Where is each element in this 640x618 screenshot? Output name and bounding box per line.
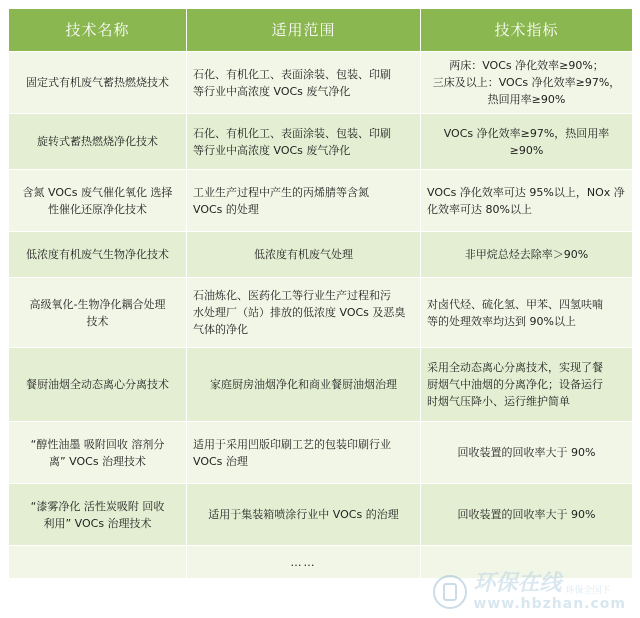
cell-name-line: 性催化还原净化技术: [48, 202, 147, 216]
cell-scope: [187, 348, 421, 422]
cell-spec-line: 回收装置的回收率大于 90%: [457, 508, 596, 521]
cell-spec-line: 时烟气压降小、运行维护简单: [427, 395, 570, 408]
cell-scope-line: 家庭厨房油烟净化和商业餐厨油烟治理: [210, 378, 397, 391]
cell-spec: [421, 170, 633, 232]
header-spec: 技术指标: [421, 9, 633, 52]
cell-spec-line: 采用全动态离心分离技术，实现了餐: [427, 361, 603, 374]
cell-name-line: 利用” VOCs 治理技术: [43, 516, 152, 530]
header-scope: 适用范围: [187, 9, 421, 52]
cell-scope-line: 等行业中高浓度 VOCs 废气净化: [193, 84, 351, 98]
cell-spec-line: 回收装置的回收率大于 90%: [457, 446, 596, 459]
cell-spec: [421, 52, 633, 114]
table-row: [9, 484, 633, 546]
ellipsis-cell: [421, 546, 633, 579]
cell-spec: [421, 114, 633, 170]
cell-name-line: 旋转式蓄热燃烧净化技术: [37, 135, 158, 148]
table-row: [9, 52, 633, 114]
cell-name: [9, 170, 187, 232]
cell-name: [9, 278, 187, 348]
cell-scope-line: 低浓度有机废气处理: [254, 248, 353, 261]
cell-spec-line: 热回用率≥90%: [487, 93, 566, 106]
cell-name-line: 低浓度有机废气生物净化技术: [26, 248, 169, 261]
cell-spec: [421, 422, 633, 484]
cell-scope-line: 石化、有机化工、表面涂装、包装、印刷: [193, 126, 391, 140]
cell-scope: [187, 278, 421, 348]
cell-spec-line: 对卤代烃、硫化氢、甲苯、四氢呋喃: [427, 297, 603, 311]
cell-name-line: 离” VOCs 治理技术: [48, 454, 147, 468]
table-row: [9, 422, 633, 484]
cell-scope-line: 工业生产过程中产生的丙烯腈等含氮: [193, 185, 369, 199]
watermark-brand: 环保在线: [473, 571, 562, 597]
cell-spec-line: 等的处理效率均达到 90%以上: [427, 314, 576, 328]
cell-name-line: 高级氧化-生物净化耦合处理: [29, 297, 166, 311]
cell-scope: [187, 422, 421, 484]
cell-spec-line: 两床：VOCs 净化效率≥90%；: [449, 59, 604, 72]
cell-scope-line: 适用于采用凹版印刷工艺的包装印刷行业: [193, 437, 391, 451]
cell-scope-line: 等行业中高浓度 VOCs 废气净化: [193, 143, 351, 157]
cell-name: [9, 348, 187, 422]
cell-scope-line: 石化、有机化工、表面涂装、包装、印刷: [193, 67, 391, 81]
cell-scope: [187, 484, 421, 546]
table-row: [9, 278, 633, 348]
ellipsis-cell: [9, 546, 187, 579]
cell-name: [9, 484, 187, 546]
cell-name: [9, 422, 187, 484]
cell-spec: [421, 278, 633, 348]
cell-name-line: 技术: [86, 314, 109, 328]
cell-name-line: “漆雾净化 活性炭吸附 回收: [30, 499, 165, 513]
cell-name-line: 含氮 VOCs 废气催化氧化 选择: [22, 185, 173, 199]
cell-scope: [187, 114, 421, 170]
cell-name-line: 固定式有机废气蓄热燃烧技术: [26, 76, 169, 89]
cell-spec-line: VOCs 净化效率可达 95%以上，NOx 净: [427, 185, 625, 199]
ellipsis-row: [9, 546, 633, 579]
cell-name: [9, 114, 187, 170]
cell-scope: [187, 170, 421, 232]
watermark-url: www.hbzhan.com: [473, 595, 626, 612]
cell-scope-line: VOCs 治理: [193, 454, 248, 468]
cell-name-line: “醇性油墨 吸附回收 溶剂分: [30, 437, 165, 451]
cell-name: [9, 52, 187, 114]
cell-scope-line: VOCs 的处理: [193, 202, 259, 216]
table-container: [8, 8, 632, 608]
table-row: [9, 232, 633, 278]
table-row: [9, 170, 633, 232]
cell-spec-line: 三床及以上：VOCs 净化效率≥97%，: [432, 76, 621, 89]
cell-spec-line: 厨烟气中油烟的分离净化；设备运行: [427, 378, 603, 391]
cell-spec: [421, 484, 633, 546]
cell-scope: [187, 52, 421, 114]
cell-name-line: 餐厨油烟全动态离心分离技术: [26, 378, 169, 391]
cell-spec-line: VOCs 净化效率≥97%，热回用率≥90%: [443, 126, 610, 157]
cell-spec-line: 化效率可达 80%以上: [427, 202, 532, 216]
ellipsis-cell: ……: [187, 546, 421, 579]
watermark-sub: 环保全国下: [565, 585, 611, 596]
cell-spec-line: 非甲烷总烃去除率＞90%: [464, 248, 589, 261]
table-row: [9, 114, 633, 170]
table-row: [9, 348, 633, 422]
cell-spec: [421, 348, 633, 422]
header-tech-name: 技术名称: [9, 9, 187, 52]
cell-name: [9, 232, 187, 278]
cell-scope: [187, 232, 421, 278]
cell-scope-line: 石油炼化、医药化工等行业生产过程和污: [193, 289, 391, 302]
cell-scope-line: 适用于集装箱喷涂行业中 VOCs 的治理: [208, 508, 399, 521]
cell-scope-line: 气体的净化: [193, 323, 248, 336]
cell-spec: [421, 232, 633, 278]
technology-table: [8, 8, 633, 579]
cell-scope-line: 水处理厂（站）排放的低浓度 VOCs 及恶臭: [193, 306, 406, 319]
table-header-row: [9, 9, 633, 52]
